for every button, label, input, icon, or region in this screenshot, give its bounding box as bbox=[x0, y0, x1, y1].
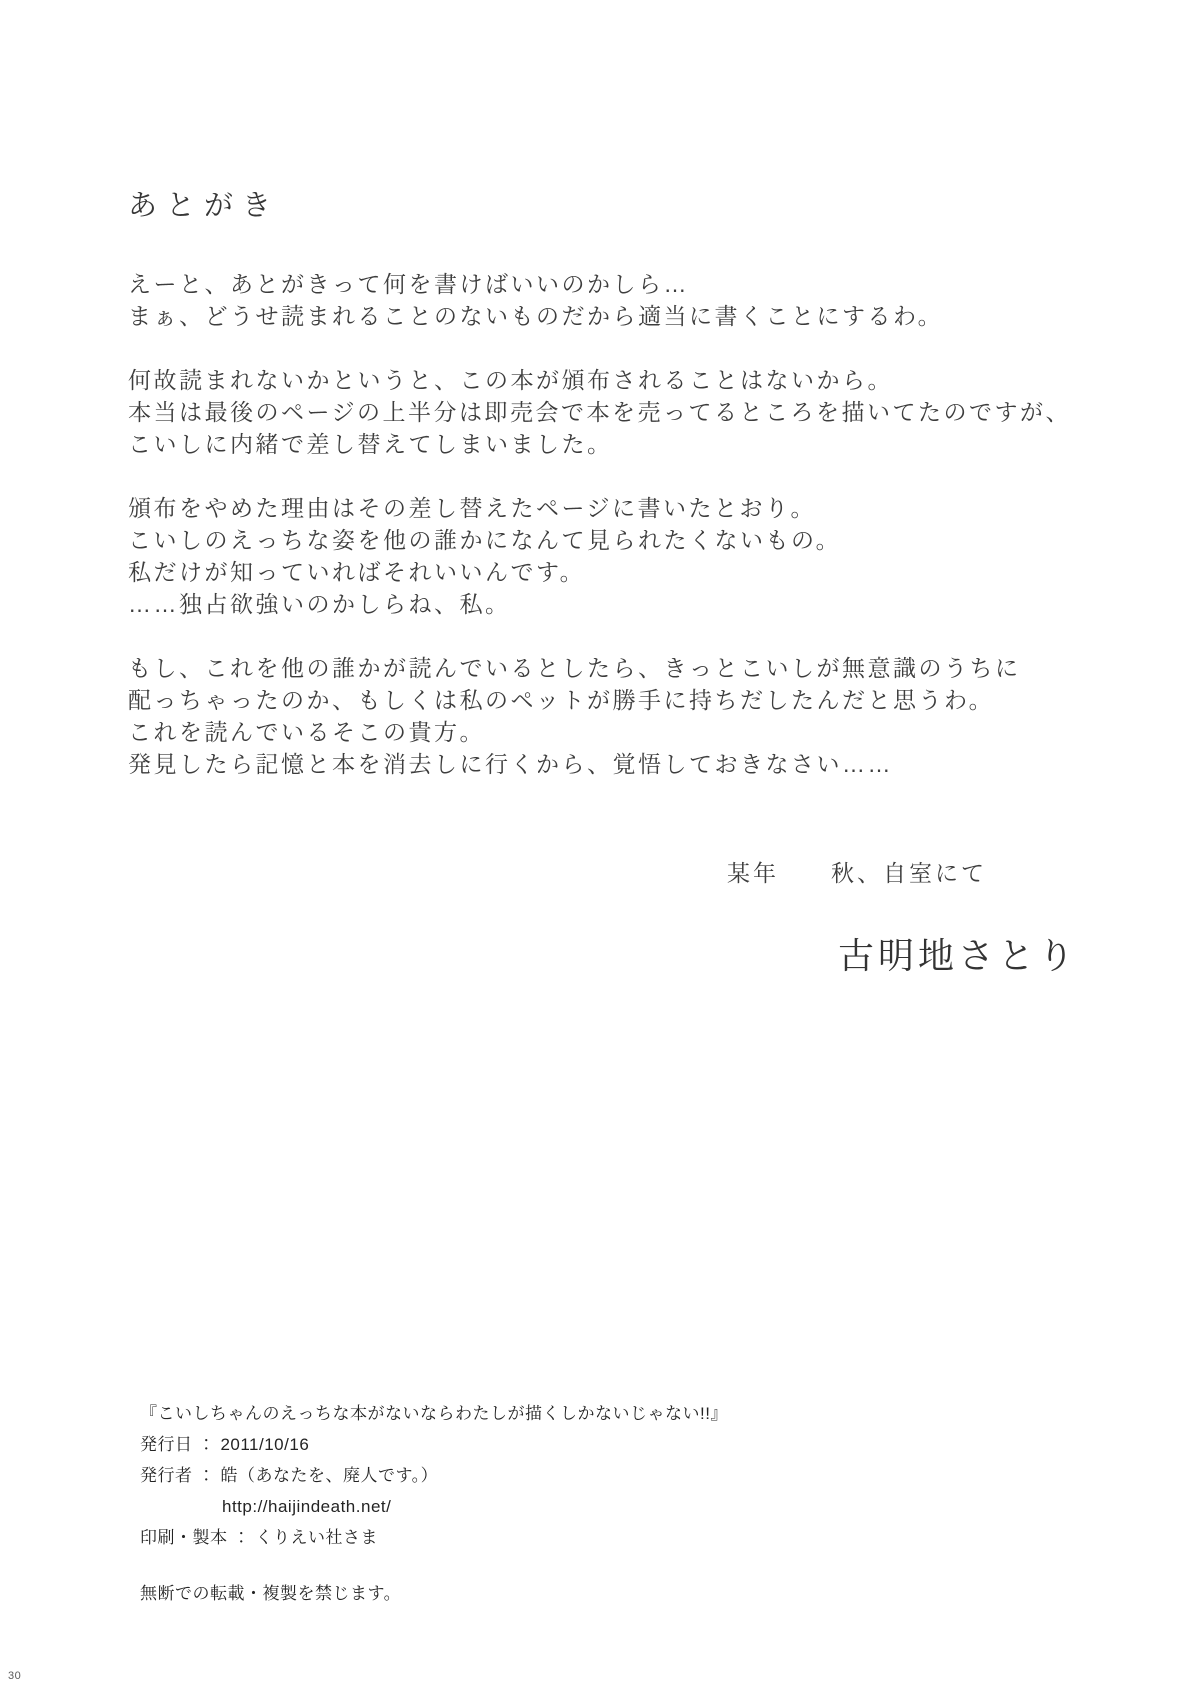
page-number: 30 bbox=[8, 1670, 22, 1682]
colophon-section bbox=[140, 1398, 728, 1609]
afterword-line: 発見したら記憶と本を消去しに行くから、覚悟しておきなさい…… bbox=[128, 751, 893, 777]
afterword-line: もし、これを他の誰かが読んでいるとしたら、きっとこいしが無意識のうちに bbox=[128, 655, 1021, 681]
afterword-line: えーと、あとがきって何を書けばいいのかしら… bbox=[128, 271, 689, 297]
afterword-paragraph bbox=[128, 652, 1108, 780]
colophon-publish-date: 発行日 ： 2011/10/16 bbox=[140, 1435, 310, 1454]
author-signature: 古明地さとり bbox=[838, 935, 1079, 976]
colophon-copyright-notice: 無断での転載・複製を禁じます。 bbox=[140, 1584, 402, 1603]
afterword-heading: あとがき bbox=[128, 190, 281, 222]
signoff-place-line: 某年 秋、自室にて bbox=[727, 860, 987, 886]
afterword-line: 何故読まれないかというと、この本が頒布されることはないから。 bbox=[128, 367, 893, 393]
colophon-website-url: http://haijindeath.net/ bbox=[222, 1497, 392, 1516]
afterword-line: 私だけが知っていればそれいいんです。 bbox=[128, 559, 586, 585]
afterword-line: こいしに内緒で差し替えてしまいました。 bbox=[128, 431, 613, 457]
afterword-line: 本当は最後のページの上半分は即売会で本を売ってるところを描いてたのですが、 bbox=[128, 399, 1072, 425]
afterword-line: 配っちゃったのか、もしくは私のペットが勝手に持ちだしたんだと思うわ。 bbox=[128, 687, 995, 713]
afterword-paragraph bbox=[128, 492, 1108, 620]
afterword-line: ……独占欲強いのかしらね、私。 bbox=[128, 591, 511, 617]
afterword-paragraph bbox=[128, 364, 1108, 460]
afterword-line: こいしのえっちな姿を他の誰かになんて見られたくないもの。 bbox=[128, 527, 842, 553]
afterword-section bbox=[128, 188, 1108, 780]
colophon-publisher: 発行者 ： 皓（あなたを、廃人です。） bbox=[140, 1466, 439, 1485]
colophon-book-title: 『こいしちゃんのえっちな本がないならわたしが描くしかないじゃない!!』 bbox=[140, 1404, 728, 1423]
afterword-line: まぁ、どうせ読まれることのないものだから適当に書くことにするわ。 bbox=[128, 303, 944, 329]
afterword-line: 頒布をやめた理由はその差し替えたページに書いたとおり。 bbox=[128, 495, 817, 521]
colophon-printer: 印刷・製本 ： くりえい社さま bbox=[140, 1528, 378, 1547]
afterword-line: これを読んでいるそこの貴方。 bbox=[128, 719, 485, 745]
afterword-paragraph bbox=[128, 268, 1108, 332]
